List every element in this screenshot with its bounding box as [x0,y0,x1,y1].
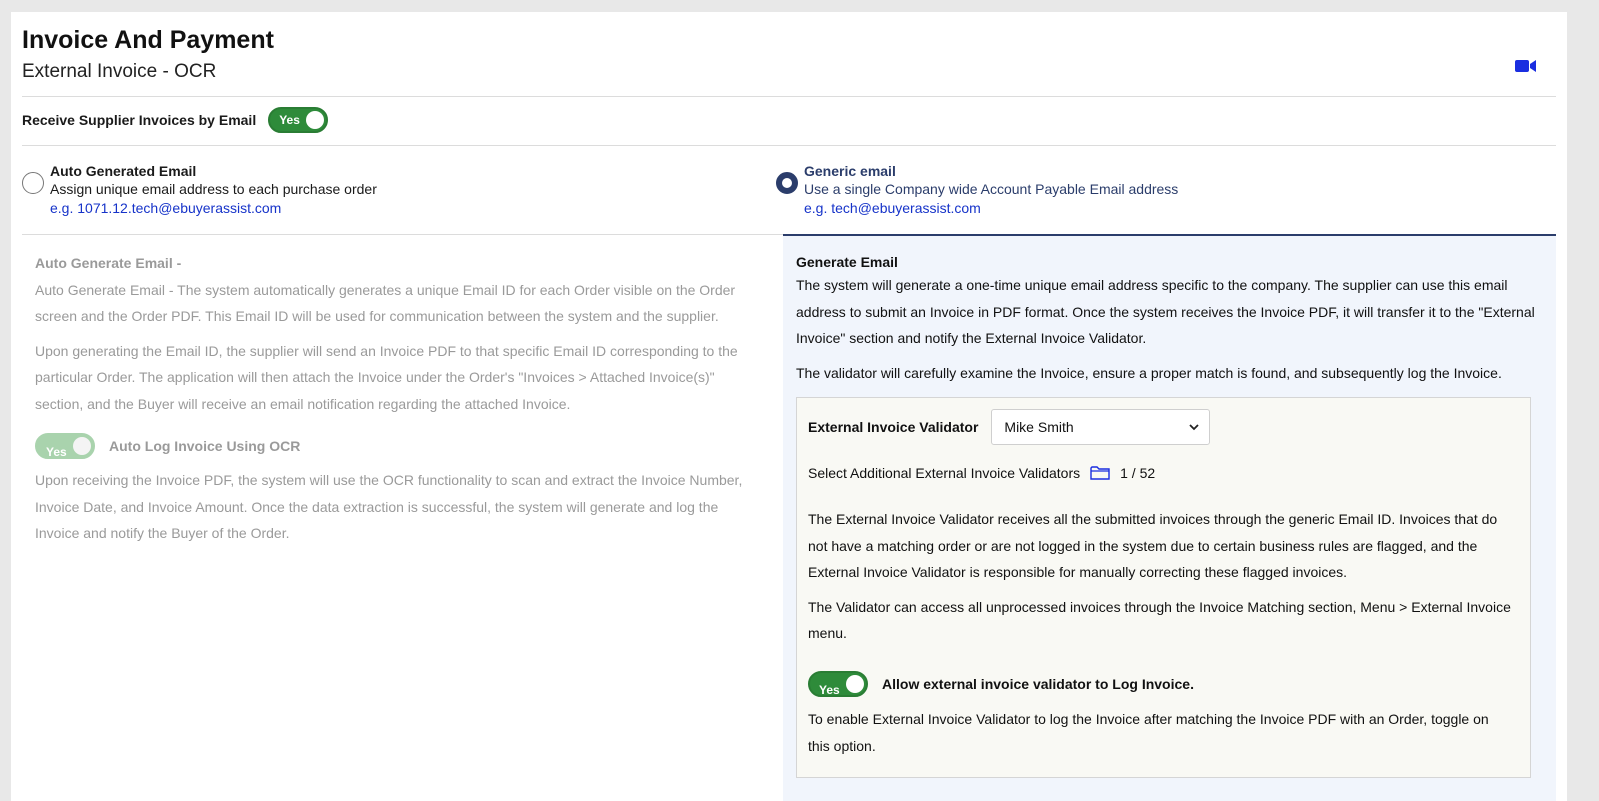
auto-generated-email-radio[interactable] [22,172,44,194]
receive-invoices-row [22,106,328,134]
option-description: Use a single Company wide Account Payable Email address [804,181,1179,197]
auto-log-ocr-toggle[interactable] [35,433,95,459]
panel-paragraph: Upon generating the Email ID, the supplier will send an Invoice PDF to that specific Email ID corresponding to the particular Order. The application will then attach the Invoice under the Order's "Invoices > Attached Invoice(s)" section, and the Buyer will receive an email notification regarding the attached Invoice. [35,342,738,412]
toggle-knob [846,675,864,693]
additional-validators-label: Select Additional External Invoice Validators [808,465,1081,481]
option-title: Auto Generated Email [50,163,197,179]
video-camera-icon[interactable] [1515,58,1537,74]
panel-paragraph: Auto Generate Email - The system automatically generates a unique Email ID for each Order visible on the Order screen and the Order PDF. This Email ID will be used for communication between the system and the supplier. [35,281,736,324]
panel-heading: Auto Generate Email - [35,255,182,271]
toggle-text: Yes [819,683,840,698]
panel-paragraph: The system will generate a one-time unique email address specific to the company. The supplier can use this email address to submit an Invoice in PDF format. Once the system receives the Invoice PDF, it will transfer it to the "External Invoice" section and notify the External Invoice Validator. [796,277,1535,346]
page-title: Invoice And Payment [22,26,274,54]
allow-log-invoice-description: To enable External Invoice Validator to log the Invoice after matching the Invoice PDF with an Order, toggle on this option. [808,711,1489,754]
additional-validators-row [808,460,1155,487]
receive-invoices-label: Receive Supplier Invoices by Email [22,112,257,128]
validator-select[interactable] [991,409,1210,445]
toggle-text: Yes [279,113,300,127]
section-divider [22,145,1556,146]
auto-generate-panel [35,250,765,555]
page-subtitle: External Invoice - OCR [22,61,217,82]
panel-paragraph: The validator will carefully examine the Invoice, ensure a proper match is found, and subsequently log the Invoice. [796,364,1502,381]
option-example: e.g. 1071.12.tech@ebuyerassist.com [50,200,282,216]
generic-email-radio[interactable] [776,172,798,194]
auto-log-ocr-row [35,431,765,461]
generic-email-panel [783,234,1556,801]
panel-paragraph: Upon receiving the Invoice PDF, the system will use the OCR functionality to scan and extract the Invoice Number, Invoice Date, and Invoice Amount. Once the data extraction is successful, the system will generate and log the Invoice and notify the Buyer of the Order. [35,472,743,541]
additional-validators-count: 1 / 52 [1120,465,1156,481]
toggle-text: Yes [46,445,67,459]
option-title: Generic email [804,163,896,179]
option-description: Assign unique email address to each purchase order [50,181,377,197]
validator-select-value: Mike Smith [1004,418,1074,435]
option-example: e.g. tech@ebuyerassist.com [804,200,981,216]
allow-log-invoice-label: Allow external invoice validator to Log Invoice. [882,676,1194,692]
panel-paragraph: The Validator can access all unprocessed invoices through the Invoice Matching section, Menu > External Invoice menu. [808,598,1511,641]
receive-invoices-toggle[interactable] [268,107,328,133]
folder-icon[interactable] [1090,465,1110,481]
validator-description [808,506,1513,655]
chevron-down-icon [1189,422,1199,432]
toggle-knob [306,111,324,129]
validator-box [796,397,1531,778]
validator-label: External Invoice Validator [808,418,979,435]
allow-log-invoice-row [808,671,1194,698]
left-divider [22,234,783,235]
header-divider [22,96,1556,97]
panel-paragraph: The External Invoice Validator receives all the submitted invoices through the generic Email ID. Invoices that do not have a matching order or are not logged in the system due to certain business rules are flagged, and the External Invoice Validator is responsible for manually correcting these flagged invoices. [808,511,1498,580]
allow-log-invoice-toggle[interactable] [808,671,868,697]
settings-card [11,12,1567,801]
panel-heading: Generate Email [796,254,898,270]
auto-log-ocr-label: Auto Log Invoice Using OCR [109,437,301,454]
validator-row [808,409,1210,445]
toggle-knob [73,437,91,455]
